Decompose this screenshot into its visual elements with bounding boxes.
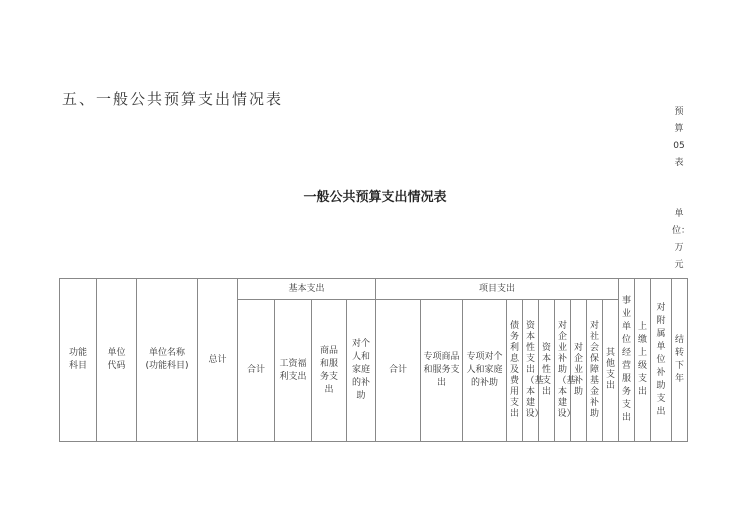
header-business: 事业单位经营服务支出 <box>619 279 635 442</box>
header-basic-family: 对个人和家庭的补助 <box>347 300 376 442</box>
unit-label: 单位：万元 <box>672 209 691 270</box>
header-project-capital-base: 资本性支出（基本建设） <box>523 300 539 442</box>
header-unit-name: 单位名称(功能科目) <box>137 279 198 442</box>
header-project-enterprise: 对企业补助 <box>571 300 587 442</box>
header-total: 总计 <box>198 279 238 442</box>
header-carryover: 结转下年 <box>672 279 688 442</box>
expenditure-table <box>59 278 688 442</box>
header-affiliated: 对附属单位补助支出 <box>651 279 672 442</box>
header-project-total: 合计 <box>376 300 421 442</box>
header-project-goods: 专项商品和服务支出 <box>421 300 463 442</box>
header-basic-goods: 商品和服务支出 <box>312 300 347 442</box>
header-project-group: 项目支出 <box>376 279 619 300</box>
section-title: 五、一般公共预算支出情况表 <box>62 90 284 108</box>
table-title: 一般公共预算支出情况表 <box>303 190 447 205</box>
header-unit-code: 单位代码 <box>97 279 137 442</box>
header-basic-wage: 工资福利支出 <box>275 300 312 442</box>
header-upper: 上缴上级支出 <box>635 279 651 442</box>
header-project-other: 其他支出 <box>603 300 619 442</box>
header-project-capital: 资本性支出 <box>539 300 555 442</box>
header-basic-total: 合计 <box>238 300 275 442</box>
header-project-debt: 债务利息及费用支出 <box>507 300 523 442</box>
header-project-family: 专项对个人和家庭的补助 <box>463 300 507 442</box>
header-func-subject: 功能科目 <box>60 279 97 442</box>
header-project-enterprise-base: 对企业补助（基本建设） <box>555 300 571 442</box>
header-project-social: 对社会保障基金补助 <box>587 300 603 442</box>
table-id-label: 预算05表 <box>673 107 685 168</box>
header-basic-group: 基本支出 <box>238 279 376 300</box>
